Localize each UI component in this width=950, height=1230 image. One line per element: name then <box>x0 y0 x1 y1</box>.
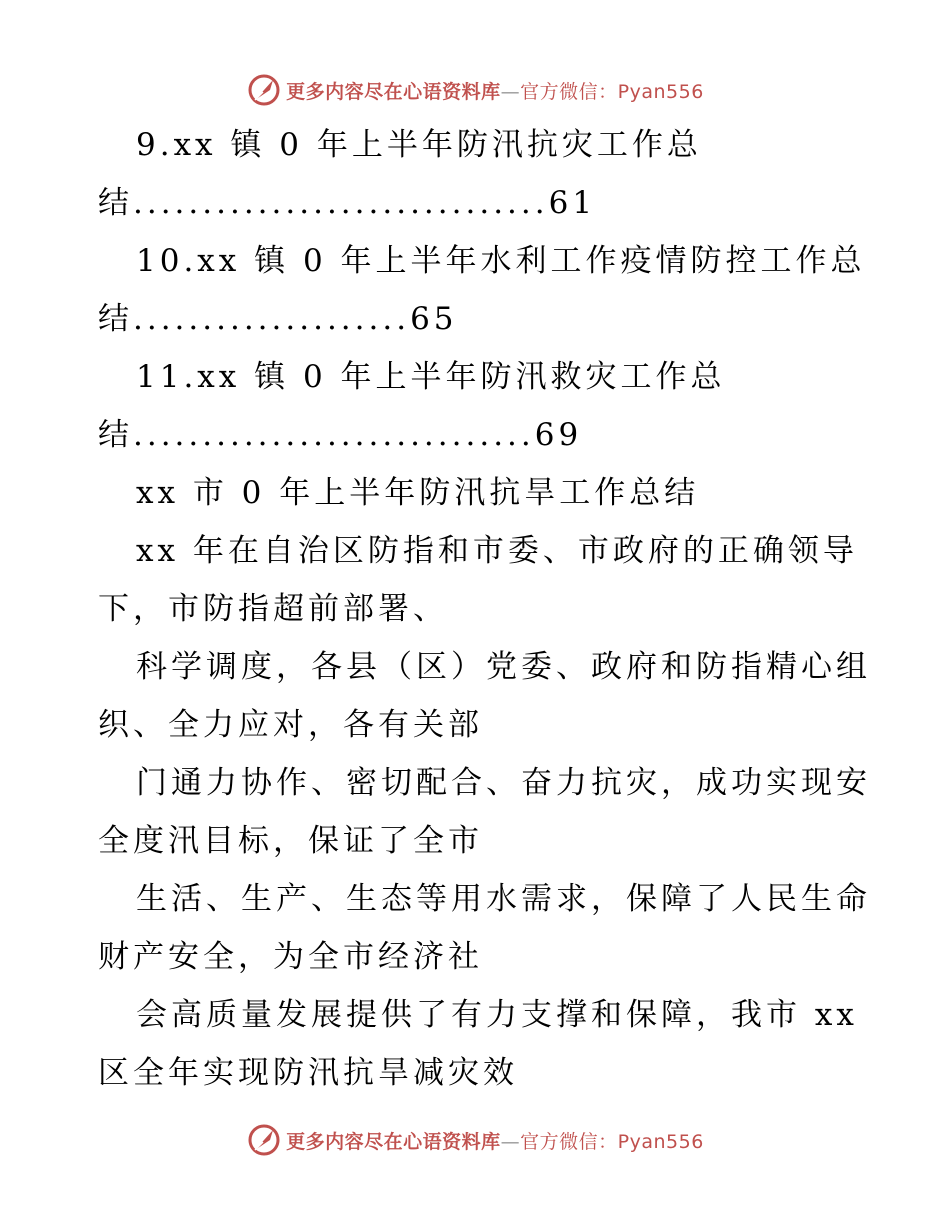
paragraph-line: 下，市防指超前部署、 <box>98 591 448 627</box>
banner-text <box>286 77 704 104</box>
toc-entry-9-line1: 9.xx 镇 0 年上半年防汛抗灾工作总 <box>136 127 702 163</box>
banner-wechat-label: 官方微信：Pyan556 <box>520 1130 704 1153</box>
quill-pen-icon <box>246 72 282 108</box>
toc-entry-11-line2: 结.............................69 <box>98 417 583 453</box>
paragraph-line: 全度汛目标，保证了全市 <box>98 823 483 859</box>
paragraph-line: 织、全力应对，各有关部 <box>98 707 483 743</box>
paragraph-line: xx 年在自治区防指和市委、市政府的正确领导 <box>136 533 858 569</box>
toc-entry-11-line1: 11.xx 镇 0 年上半年防汛救灾工作总 <box>136 359 726 395</box>
paragraph-line: 科学调度，各县（区）党委、政府和防指精心组 <box>136 649 871 685</box>
paragraph-line: 门通力协作、密切配合、奋力抗灾，成功实现安 <box>136 765 871 801</box>
section-title: xx 市 0 年上半年防汛抗旱工作总结 <box>136 475 700 511</box>
banner-text <box>286 1127 704 1154</box>
header-banner <box>0 70 950 110</box>
banner-main-text: 更多内容尽在心语资料库 <box>286 80 501 103</box>
paragraph-line: 生活、生产、生态等用水需求，保障了人民生命 <box>136 881 871 917</box>
paragraph-line: 区全年实现防汛抗旱减灾效 <box>98 1055 518 1091</box>
quill-pen-icon <box>246 1122 282 1158</box>
toc-entry-9-line2: 结..............................61 <box>98 185 597 221</box>
paragraph-line: 财产安全，为全市经济社 <box>98 939 483 975</box>
footer-banner <box>0 1120 950 1160</box>
toc-entry-10-line2: 结....................65 <box>98 301 458 337</box>
toc-entry-10-line1: 10.xx 镇 0 年上半年水利工作疫情防控工作总 <box>136 243 866 279</box>
paragraph-line: 会高质量发展提供了有力支撑和保障，我市 xx <box>136 997 858 1033</box>
banner-main-text: 更多内容尽在心语资料库 <box>286 1130 501 1153</box>
banner-separator: — <box>500 1130 521 1153</box>
banner-wechat-label: 官方微信：Pyan556 <box>520 80 704 103</box>
banner-separator: — <box>500 80 521 103</box>
